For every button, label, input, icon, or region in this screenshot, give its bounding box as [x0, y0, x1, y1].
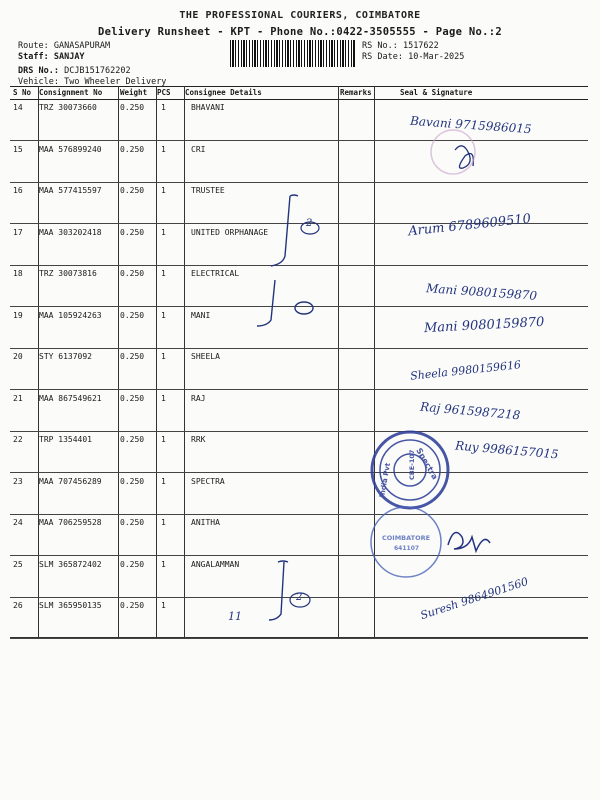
row-consignee: BHAVANI [191, 103, 225, 112]
row-sno: 21 [13, 393, 23, 403]
col-remarks: Remarks [340, 88, 372, 97]
row-sno: 15 [13, 144, 23, 154]
col-consignment: Consignment No [39, 88, 103, 97]
row-weight: 0.250 [120, 186, 145, 195]
stamp-pin: 641107 [394, 545, 420, 552]
tally-mark: 11 [228, 610, 242, 623]
row-weight: 0.250 [120, 144, 145, 154]
bracket-mark [271, 195, 298, 266]
row-consignment: SLM 365872402 [39, 559, 102, 569]
row-consignment: MAA 303202418 [39, 227, 102, 237]
row-pcs: 1 [161, 393, 166, 403]
col-weight: Weight [120, 88, 148, 97]
col-consignee: Consignee Details [185, 88, 262, 97]
row-pcs: 1 [161, 227, 166, 237]
row-consignment: STY 6137092 [39, 352, 92, 361]
row-weight: 0.250 [120, 352, 145, 361]
row-pcs: 1 [161, 352, 166, 361]
drs-label: DRS No.: [18, 66, 59, 76]
circle-mark-label: 2 [296, 592, 303, 603]
company-stamp [372, 432, 448, 508]
stamp-top-text: Spectra [414, 446, 440, 482]
row-weight: 0.250 [120, 393, 145, 403]
vehicle-label: Vehicle: [18, 77, 59, 87]
row-weight: 0.250 [120, 559, 145, 569]
row-pcs: 1 [161, 601, 166, 610]
circle-mark-label: 2 [306, 218, 313, 229]
row-weight: 0.250 [120, 435, 145, 444]
signature-row-20: Sheela 9980159616 [409, 358, 522, 383]
row-weight: 0.250 [120, 310, 145, 320]
signature-scribble [448, 533, 490, 552]
address-stamp [371, 507, 441, 577]
signature-row-22: Ruy 9986157015 [454, 438, 560, 462]
row-consignment: TRZ 30073660 [39, 103, 97, 112]
row-consignee: RAJ [191, 393, 206, 403]
row-pcs: 1 [161, 269, 166, 278]
row-pcs: 1 [161, 310, 166, 320]
row-weight: 0.250 [120, 601, 145, 610]
row-pcs: 1 [161, 518, 166, 527]
row-consignee: ELECTRICAL [191, 269, 240, 278]
row-consignee: RRK [191, 435, 206, 444]
rs-no-label: RS No.: [362, 41, 398, 51]
row-sno: 17 [13, 227, 23, 237]
row-sno: 26 [13, 601, 23, 610]
row-pcs: 1 [161, 476, 166, 486]
row-consignment: MAA 706259528 [39, 518, 102, 527]
row-consignee: ANGALAMMAN [191, 559, 240, 569]
route-label: Route: [18, 41, 49, 51]
row-consignee: MANI [191, 310, 211, 320]
staff-value: SANJAY [53, 52, 85, 62]
vehicle-value: Two Wheeler Delivery [64, 77, 167, 87]
staff-label: Staff: [18, 52, 49, 62]
route-value: GANASAPURAM [53, 41, 111, 51]
row-consignee: UNITED ORPHANAGE [191, 227, 269, 237]
row-consignment: MAA 105924263 [39, 310, 102, 320]
row-consignment: TRZ 30073816 [39, 269, 97, 278]
row-weight: 0.250 [120, 227, 145, 237]
row-sno: 20 [13, 352, 23, 361]
circle-mark [295, 302, 313, 314]
row-pcs: 1 [161, 144, 166, 154]
signature-row-19: Mani 9080159870 [423, 314, 545, 337]
bracket-mark [257, 280, 275, 326]
row-pcs: 1 [161, 559, 166, 569]
row-consignee: SHEELA [191, 352, 220, 361]
rs-date-label: RS Date: [362, 52, 403, 62]
rs-date-value: 10-Mar-2025 [408, 52, 465, 62]
row-consignee: SPECTRA [191, 476, 225, 486]
stamp-center-text: CBE-107 [408, 449, 416, 480]
row-consignee: TRUSTEE [191, 186, 225, 195]
row-sno: 18 [13, 269, 23, 278]
row-sno: 16 [13, 186, 23, 195]
stamp-city: COIMBATORE [382, 534, 431, 542]
signature-row-21: Raj 9615987218 [419, 399, 521, 423]
col-sno: S No [13, 88, 32, 97]
col-seal: Seal & Signature [400, 88, 473, 97]
col-pcs: PCS [157, 88, 171, 97]
row-pcs: 1 [161, 186, 166, 195]
row-consignee: ANITHA [191, 518, 220, 527]
bracket-mark [269, 561, 288, 620]
signature-row-14: Bavani 9715986015 [409, 113, 532, 137]
signature-row-17: Arum 6789609510 [407, 211, 532, 240]
runsheet-title: Delivery Runsheet - KPT - Phone No.:0422-3505555 - Page No.:2 [98, 26, 502, 38]
row-consignment: MAA 867549621 [39, 393, 102, 403]
stamp-bottom-text: India Pvt [378, 462, 393, 499]
row-consignment: MAA 707456289 [39, 476, 102, 486]
signature-row-18: Mani 9080159870 [425, 281, 538, 303]
rs-no-value: 1517622 [402, 41, 439, 51]
row-consignment: MAA 577415597 [39, 186, 102, 195]
row-weight: 0.250 [120, 518, 145, 527]
row-sno: 19 [13, 310, 23, 320]
row-weight: 0.250 [120, 269, 145, 278]
row-pcs: 1 [161, 435, 166, 444]
row-sno: 25 [13, 559, 23, 569]
row-weight: 0.250 [120, 476, 145, 486]
company-name: THE PROFESSIONAL COURIERS, COIMBATORE [179, 10, 421, 21]
row-sno: 14 [13, 103, 23, 112]
row-consignment: SLM 365950135 [39, 601, 102, 610]
row-sno: 24 [13, 518, 23, 527]
signature-row-26: Suresh 9864901560 [418, 574, 530, 623]
row-weight: 0.250 [120, 103, 145, 112]
row-consignment: TRP 1354401 [39, 435, 92, 444]
drs-value: DCJB151762202 [64, 66, 131, 76]
row-sno: 23 [13, 476, 23, 486]
row-consignment: MAA 576899240 [39, 144, 102, 154]
row-pcs: 1 [161, 103, 166, 112]
row-sno: 22 [13, 435, 23, 444]
row-consignee: CRI [191, 144, 206, 154]
